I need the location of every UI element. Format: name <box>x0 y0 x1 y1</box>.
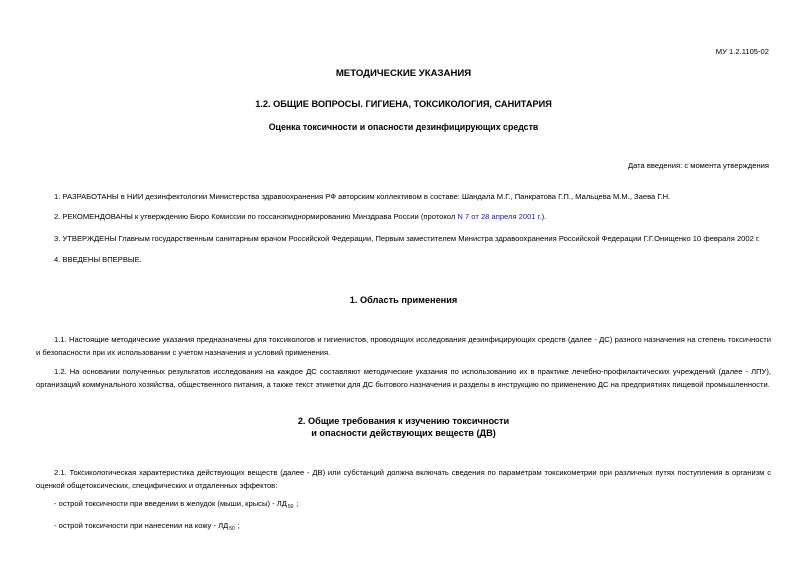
document-code: МУ 1.2.1105-02 <box>715 47 769 56</box>
item-recommended-end: ). <box>541 212 547 221</box>
bullet-dermal-end: ; <box>237 521 240 530</box>
document-subtitle: 1.2. ОБЩИЕ ВОПРОСЫ. ГИГИЕНА, ТОКСИКОЛОГИЯ, САНИТАРИЯ <box>255 99 552 109</box>
bullet-oral-text: - острой токсичности при введении в желудок (мыши, крысы) - ЛД <box>54 499 287 508</box>
item-developed: 1. РАЗРАБОТАНЫ в НИИ дезинфектологии Министерства здравоохранения РФ авторским коллективом в составе: Шандала М.Г., Панкратова Г.П., Мальцева М.М., Заева Г.Н. <box>54 192 671 201</box>
item-recommended-text: 2. РЕКОМЕНДОВАНЫ к утверждению Бюро Комиссии по госсанэпиднормированию Минздрава России (протокол <box>54 212 458 221</box>
section2-heading-line1: 2. Общие требования к изучению токсичности <box>297 416 510 426</box>
section2-paragraph-1: 2.1. Токсикологическая характеристика действующих веществ (далее - ДВ) или субстанций должна включать сведения по параметрам токсикометрии при различных путях поступления в организм с оценкой общетоксических, специфических и отдаленных эффектов: <box>36 468 771 490</box>
bullet-dermal-toxicity <box>54 521 240 532</box>
bullet-oral-toxicity <box>54 499 299 510</box>
bullet-dermal-text: - острой токсичности при нанесении на кожу - ЛД <box>54 521 229 530</box>
bullet-dermal-subscript: 50 <box>229 526 235 532</box>
item-introduced: 4. ВВЕДЕНЫ ВПЕРВЫЕ. <box>54 255 142 264</box>
protocol-link[interactable]: N 7 от 28 апреля 2001 г. <box>457 212 542 221</box>
section2-heading-line2: и опасности действующих веществ (ДВ) <box>311 428 496 438</box>
section1-paragraph-2: 1.2. На основании полученных результатов исследования на каждое ДС составляют методические указания по использованию их в практике лечебно-профилактических учреждений (далее - ЛПУ), организаций коммунального хозяйства, общественного питания, а также текст этикетки для ДС бытового назначения и разделы в инструкцию по применению ДС на предприятиях пищевой промышленности. <box>36 367 771 389</box>
document-name: Оценка токсичности и опасности дезинфицирующих средств <box>268 122 539 132</box>
bullet-oral-end: ; <box>296 499 299 508</box>
section1-heading: 1. Область применения <box>349 295 458 305</box>
item-recommended <box>54 212 546 221</box>
bullet-oral-subscript: 50 <box>287 504 294 510</box>
section1-paragraph-1: 1.1. Настоящие методические указания предназначены для токсикологов и гигиенистов, проводящих исследования дезинфицирующих средств (далее - ДС) разного назначения на степень токсичности и безопасности при их использовании с учетом назначения и условий применения. <box>36 335 771 357</box>
item-approved: 3. УТВЕРЖДЕНЫ Главным государственным санитарным врачом Российской Федерации, Первым заместителем Министра здравоохранения Российской Федерации Г.Г.Онищенко 10 февраля 2002 г. <box>54 234 760 243</box>
intro-date: Дата введения: с момента утверждения <box>627 161 769 170</box>
document-type-title: МЕТОДИЧЕСКИЕ УКАЗАНИЯ <box>335 68 472 79</box>
